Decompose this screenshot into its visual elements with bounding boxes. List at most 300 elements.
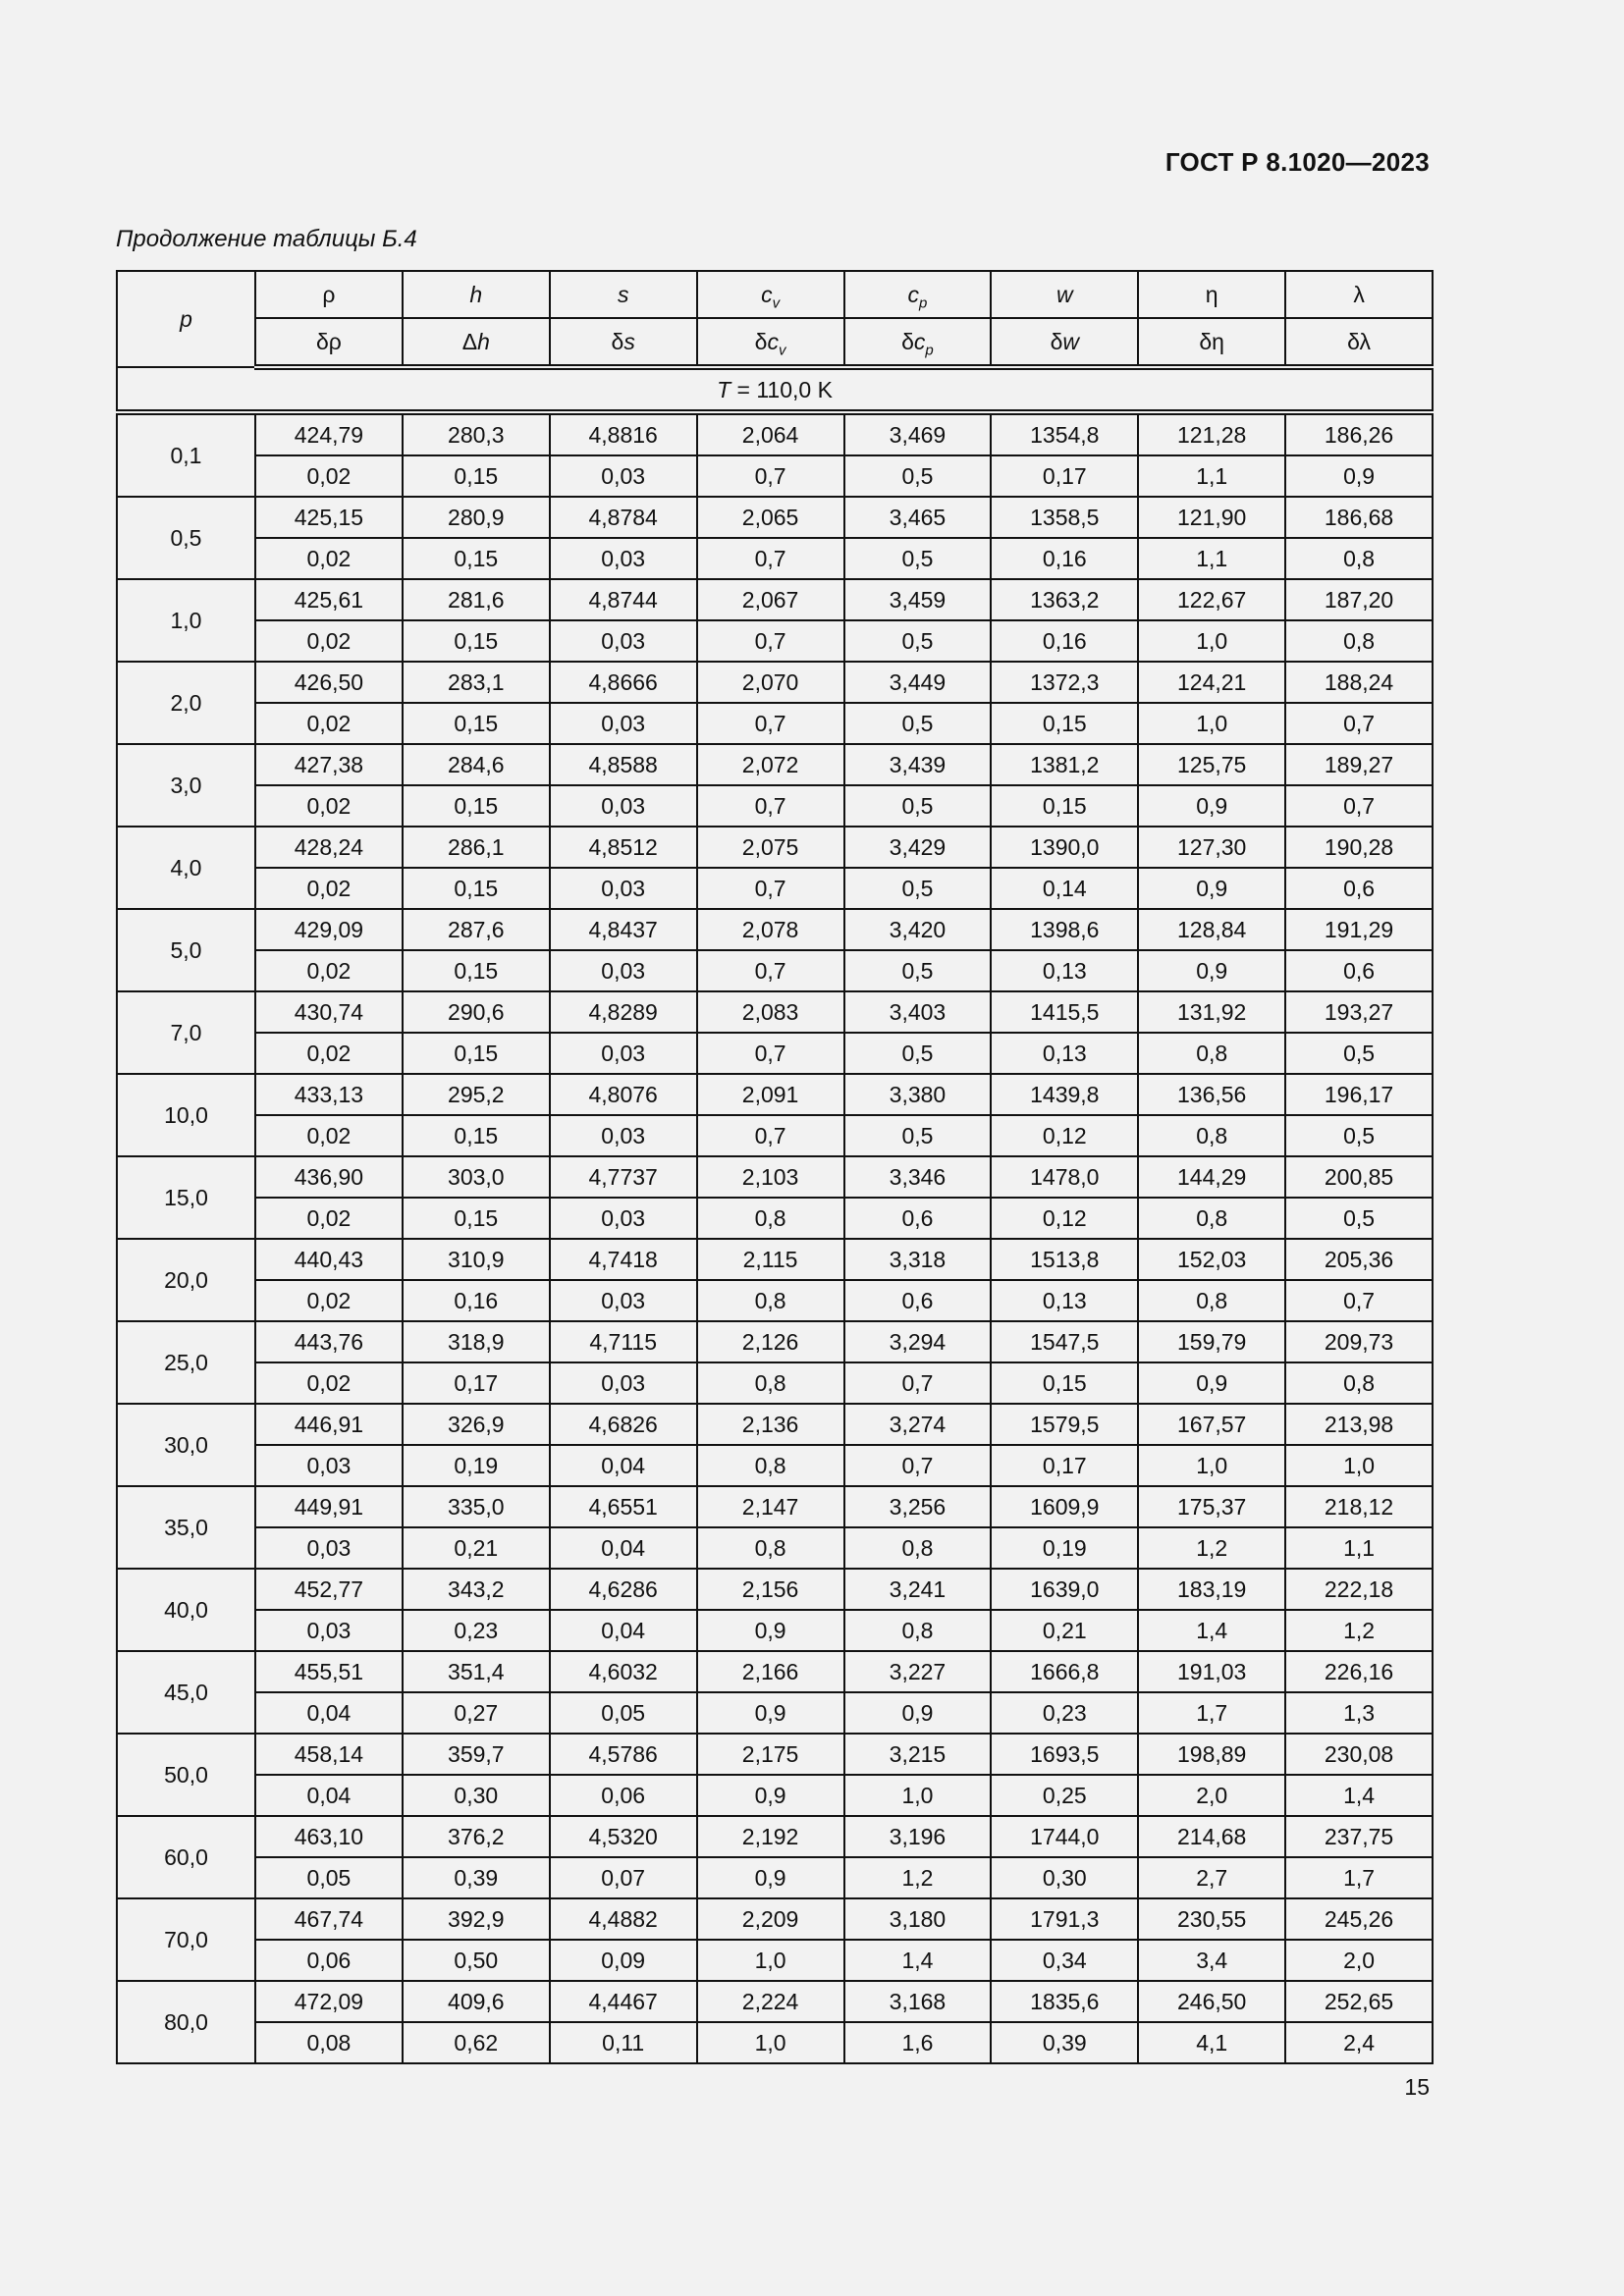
uncertainty-cell: 0,5 [844,785,992,827]
value-cell: 310,9 [403,1239,550,1280]
uncertainty-cell: 0,02 [255,1033,403,1074]
table-row-values [117,1321,1433,1362]
uncertainty-cell: 0,07 [550,1857,697,1898]
value-cell: 1547,5 [991,1321,1138,1362]
table-row-uncertainties [117,1115,1433,1156]
uncertainty-cell: 0,03 [550,1362,697,1404]
header-row-quantities [117,271,1433,318]
value-cell: 218,12 [1285,1486,1433,1527]
value-cell: 1398,6 [991,909,1138,950]
uncertainty-cell: 1,0 [697,2022,844,2063]
table-row-uncertainties [117,1033,1433,1074]
value-cell: 424,79 [255,412,403,455]
table-row-values [117,1734,1433,1775]
value-cell: 2,075 [697,827,844,868]
value-cell: 287,6 [403,909,550,950]
uncertainty-cell: 0,8 [1285,538,1433,579]
value-cell: 429,09 [255,909,403,950]
table-caption: Продолжение таблицы Б.4 [116,226,417,252]
uncertainty-cell: 0,7 [844,1362,992,1404]
value-cell: 1744,0 [991,1816,1138,1857]
uncertainty-cell: 1,3 [1285,1692,1433,1734]
table-row-values [117,1816,1433,1857]
uncertainty-cell: 0,15 [991,703,1138,744]
uncertainty-cell: 0,8 [697,1198,844,1239]
value-cell: 303,0 [403,1156,550,1198]
uncertainty-cell: 1,7 [1138,1692,1285,1734]
pressure-cell: 0,5 [117,497,255,579]
uncertainty-cell: 0,09 [550,1940,697,1981]
value-cell: 3,449 [844,662,992,703]
uncertainty-cell: 2,4 [1285,2022,1433,2063]
value-cell: 4,6826 [550,1404,697,1445]
value-cell: 428,24 [255,827,403,868]
value-cell: 2,103 [697,1156,844,1198]
value-cell: 4,7737 [550,1156,697,1198]
value-cell: 122,67 [1138,579,1285,620]
value-cell: 4,8076 [550,1074,697,1115]
uncertainty-cell: 0,15 [403,1198,550,1239]
table-row-values [117,497,1433,538]
value-cell: 175,37 [1138,1486,1285,1527]
uncertainty-cell: 0,19 [991,1527,1138,1569]
value-cell: 191,03 [1138,1651,1285,1692]
header-delta-viscosity: δη [1138,318,1285,367]
value-cell: 280,3 [403,412,550,455]
value-cell: 1363,2 [991,579,1138,620]
uncertainty-cell: 0,06 [255,1940,403,1981]
uncertainty-cell: 1,0 [1138,1445,1285,1486]
value-cell: 452,77 [255,1569,403,1610]
header-cp: $c_p$ [844,271,992,318]
uncertainty-cell: 0,02 [255,868,403,909]
temperature-label: T = 110,0 K [117,367,1433,412]
value-cell: 472,09 [255,1981,403,2022]
uncertainty-cell: 1,1 [1138,455,1285,497]
table-row-uncertainties [117,1198,1433,1239]
pressure-cell: 60,0 [117,1816,255,1898]
uncertainty-cell: 0,9 [697,1775,844,1816]
header-delta-enthalpy: Δh [403,318,550,367]
uncertainty-cell: 0,6 [1285,950,1433,991]
uncertainty-cell: 0,21 [991,1610,1138,1651]
table-row-uncertainties [117,1362,1433,1404]
value-cell: 4,6032 [550,1651,697,1692]
uncertainty-cell: 0,16 [403,1280,550,1321]
table-row-values [117,1074,1433,1115]
value-cell: 2,115 [697,1239,844,1280]
value-cell: 237,75 [1285,1816,1433,1857]
uncertainty-cell: 0,7 [844,1445,992,1486]
uncertainty-cell: 0,39 [991,2022,1138,2063]
uncertainty-cell: 0,8 [1138,1198,1285,1239]
uncertainty-cell: 0,08 [255,2022,403,2063]
value-cell: 2,065 [697,497,844,538]
uncertainty-cell: 0,7 [697,868,844,909]
uncertainty-cell: 0,04 [550,1527,697,1569]
uncertainty-cell: 0,03 [550,950,697,991]
uncertainty-cell: 0,13 [991,1033,1138,1074]
uncertainty-cell: 0,7 [697,703,844,744]
uncertainty-cell: 0,7 [1285,703,1433,744]
uncertainty-cell: 0,5 [844,703,992,744]
value-cell: 376,2 [403,1816,550,1857]
table-row-values [117,1239,1433,1280]
uncertainty-cell: 0,5 [844,620,992,662]
value-cell: 280,9 [403,497,550,538]
uncertainty-cell: 1,0 [1285,1445,1433,1486]
uncertainty-cell: 0,15 [403,620,550,662]
value-cell: 209,73 [1285,1321,1433,1362]
uncertainty-cell: 0,5 [844,950,992,991]
uncertainty-cell: 0,16 [991,620,1138,662]
table-row-uncertainties [117,1857,1433,1898]
table-row-values [117,1486,1433,1527]
value-cell: 121,90 [1138,497,1285,538]
document-code: ГОСТ Р 8.1020—2023 [1164,147,1430,177]
table-row-values [117,909,1433,950]
pressure-cell: 50,0 [117,1734,255,1816]
value-cell: 436,90 [255,1156,403,1198]
pressure-cell: 30,0 [117,1404,255,1486]
pressure-cell: 1,0 [117,579,255,662]
uncertainty-cell: 0,14 [991,868,1138,909]
value-cell: 230,08 [1285,1734,1433,1775]
value-cell: 1381,2 [991,744,1138,785]
value-cell: 189,27 [1285,744,1433,785]
value-cell: 449,91 [255,1486,403,1527]
value-cell: 128,84 [1138,909,1285,950]
uncertainty-cell: 0,8 [697,1527,844,1569]
uncertainty-cell: 0,39 [403,1857,550,1898]
value-cell: 463,10 [255,1816,403,1857]
uncertainty-cell: 0,17 [991,1445,1138,1486]
value-cell: 3,196 [844,1816,992,1857]
table-row-values [117,662,1433,703]
value-cell: 188,24 [1285,662,1433,703]
header-delta-cp: $\delta c_p$ [844,318,992,367]
uncertainty-cell: 0,25 [991,1775,1138,1816]
uncertainty-cell: 0,5 [844,1033,992,1074]
uncertainty-cell: 0,5 [1285,1033,1433,1074]
value-cell: 222,18 [1285,1569,1433,1610]
value-cell: 295,2 [403,1074,550,1115]
uncertainty-cell: 0,15 [403,538,550,579]
value-cell: 443,76 [255,1321,403,1362]
uncertainty-cell: 0,02 [255,785,403,827]
value-cell: 1579,5 [991,1404,1138,1445]
uncertainty-cell: 0,15 [403,868,550,909]
value-cell: 3,241 [844,1569,992,1610]
uncertainty-cell: 1,4 [844,1940,992,1981]
header-delta-sound-speed: δw [991,318,1138,367]
value-cell: 3,346 [844,1156,992,1198]
value-cell: 430,74 [255,991,403,1033]
value-cell: 1354,8 [991,412,1138,455]
uncertainty-cell: 0,02 [255,455,403,497]
table-row-values [117,991,1433,1033]
value-cell: 167,57 [1138,1404,1285,1445]
uncertainty-cell: 0,8 [844,1610,992,1651]
value-cell: 125,75 [1138,744,1285,785]
uncertainty-cell: 0,5 [844,868,992,909]
value-cell: 1478,0 [991,1156,1138,1198]
table-row-values [117,1651,1433,1692]
value-cell: 136,56 [1138,1074,1285,1115]
page-number: 15 [1404,2074,1430,2100]
pressure-cell: 15,0 [117,1156,255,1239]
table-row-values [117,1898,1433,1940]
table-row-values [117,1404,1433,1445]
value-cell: 351,4 [403,1651,550,1692]
uncertainty-cell: 0,9 [697,1857,844,1898]
uncertainty-cell: 0,5 [1285,1198,1433,1239]
value-cell: 1358,5 [991,497,1138,538]
uncertainty-cell: 0,03 [255,1445,403,1486]
uncertainty-cell: 0,8 [697,1280,844,1321]
uncertainty-cell: 0,9 [1138,868,1285,909]
pressure-cell: 5,0 [117,909,255,991]
value-cell: 190,28 [1285,827,1433,868]
value-cell: 2,064 [697,412,844,455]
value-cell: 246,50 [1138,1981,1285,2022]
pressure-cell: 3,0 [117,744,255,827]
value-cell: 2,067 [697,579,844,620]
header-density: ρ [255,271,403,318]
value-cell: 252,65 [1285,1981,1433,2022]
uncertainty-cell: 0,15 [403,950,550,991]
pressure-cell: 80,0 [117,1981,255,2063]
value-cell: 131,92 [1138,991,1285,1033]
table-row-uncertainties [117,1610,1433,1651]
value-cell: 467,74 [255,1898,403,1940]
table-row-values [117,1569,1433,1610]
table-row-uncertainties [117,703,1433,744]
table-row-values [117,579,1433,620]
uncertainty-cell: 4,1 [1138,2022,1285,2063]
table-row-uncertainties [117,1940,1433,1981]
uncertainty-cell: 3,4 [1138,1940,1285,1981]
uncertainty-cell: 0,12 [991,1198,1138,1239]
uncertainty-cell: 0,34 [991,1940,1138,1981]
value-cell: 1609,9 [991,1486,1138,1527]
value-cell: 198,89 [1138,1734,1285,1775]
uncertainty-cell: 1,1 [1285,1527,1433,1569]
uncertainty-cell: 1,0 [1138,703,1285,744]
value-cell: 205,36 [1285,1239,1433,1280]
uncertainty-cell: 1,6 [844,2022,992,2063]
value-cell: 1835,6 [991,1981,1138,2022]
value-cell: 193,27 [1285,991,1433,1033]
uncertainty-cell: 0,06 [550,1775,697,1816]
header-sound-speed: w [991,271,1138,318]
table-row-uncertainties [117,2022,1433,2063]
value-cell: 245,26 [1285,1898,1433,1940]
value-cell: 4,7115 [550,1321,697,1362]
uncertainty-cell: 2,0 [1285,1940,1433,1981]
value-cell: 127,30 [1138,827,1285,868]
value-cell: 214,68 [1138,1816,1285,1857]
header-delta-cv: $\delta c_v$ [697,318,844,367]
uncertainty-cell: 0,9 [697,1692,844,1734]
table-row-uncertainties [117,1445,1433,1486]
uncertainty-cell: 0,8 [697,1445,844,1486]
pressure-cell: 20,0 [117,1239,255,1321]
value-cell: 1791,3 [991,1898,1138,1940]
pressure-cell: 0,1 [117,412,255,497]
uncertainty-cell: 0,9 [1138,950,1285,991]
uncertainty-cell: 0,5 [844,538,992,579]
table-row-values [117,1981,1433,2022]
value-cell: 3,227 [844,1651,992,1692]
value-cell: 196,17 [1285,1074,1433,1115]
value-cell: 425,15 [255,497,403,538]
value-cell: 4,6551 [550,1486,697,1527]
pressure-cell: 25,0 [117,1321,255,1404]
uncertainty-cell: 0,03 [550,455,697,497]
uncertainty-cell: 0,15 [991,1362,1138,1404]
pressure-cell: 10,0 [117,1074,255,1156]
table-row-values [117,1156,1433,1198]
value-cell: 2,078 [697,909,844,950]
table-row-values [117,412,1433,455]
uncertainty-cell: 0,27 [403,1692,550,1734]
value-cell: 283,1 [403,662,550,703]
value-cell: 186,68 [1285,497,1433,538]
value-cell: 1372,3 [991,662,1138,703]
uncertainty-cell: 0,7 [697,538,844,579]
uncertainty-cell: 0,17 [991,455,1138,497]
uncertainty-cell: 0,15 [403,785,550,827]
value-cell: 3,274 [844,1404,992,1445]
uncertainty-cell: 0,7 [697,455,844,497]
value-cell: 3,180 [844,1898,992,1940]
header-cv: $c_v$ [697,271,844,318]
uncertainty-cell: 0,30 [991,1857,1138,1898]
value-cell: 2,175 [697,1734,844,1775]
uncertainty-cell: 0,8 [1285,620,1433,662]
uncertainty-cell: 0,5 [1285,1115,1433,1156]
header-delta-density: δρ [255,318,403,367]
value-cell: 4,5786 [550,1734,697,1775]
uncertainty-cell: 0,16 [991,538,1138,579]
uncertainty-cell: 0,23 [991,1692,1138,1734]
value-cell: 3,439 [844,744,992,785]
value-cell: 2,224 [697,1981,844,2022]
value-cell: 1439,8 [991,1074,1138,1115]
value-cell: 186,26 [1285,412,1433,455]
uncertainty-cell: 0,02 [255,1362,403,1404]
value-cell: 3,318 [844,1239,992,1280]
uncertainty-cell: 0,7 [1285,1280,1433,1321]
uncertainty-cell: 1,0 [1138,620,1285,662]
value-cell: 2,192 [697,1816,844,1857]
value-cell: 4,8289 [550,991,697,1033]
uncertainty-cell: 0,13 [991,1280,1138,1321]
value-cell: 335,0 [403,1486,550,1527]
uncertainty-cell: 0,6 [1285,868,1433,909]
uncertainty-cell: 0,05 [255,1857,403,1898]
value-cell: 427,38 [255,744,403,785]
value-cell: 3,215 [844,1734,992,1775]
uncertainty-cell: 0,8 [697,1362,844,1404]
value-cell: 409,6 [403,1981,550,2022]
value-cell: 187,20 [1285,579,1433,620]
uncertainty-cell: 0,62 [403,2022,550,2063]
table-row-uncertainties [117,950,1433,991]
uncertainty-cell: 0,9 [1138,1362,1285,1404]
value-cell: 290,6 [403,991,550,1033]
value-cell: 3,469 [844,412,992,455]
uncertainty-cell: 0,15 [403,1115,550,1156]
table-row-values [117,827,1433,868]
value-cell: 284,6 [403,744,550,785]
header-entropy: s [550,271,697,318]
temperature-row [117,367,1433,412]
header-row-uncertainties [117,318,1433,367]
uncertainty-cell: 0,9 [697,1610,844,1651]
value-cell: 3,465 [844,497,992,538]
uncertainty-cell: 0,5 [844,1115,992,1156]
uncertainty-cell: 0,05 [550,1692,697,1734]
value-cell: 2,209 [697,1898,844,1940]
table-row-uncertainties [117,1280,1433,1321]
uncertainty-cell: 0,7 [697,620,844,662]
value-cell: 1666,8 [991,1651,1138,1692]
uncertainty-cell: 0,03 [550,620,697,662]
value-cell: 4,8666 [550,662,697,703]
value-cell: 3,294 [844,1321,992,1362]
value-cell: 3,256 [844,1486,992,1527]
value-cell: 121,28 [1138,412,1285,455]
pressure-cell: 45,0 [117,1651,255,1734]
uncertainty-cell: 0,7 [697,1033,844,1074]
table-row-values [117,744,1433,785]
pressure-cell: 2,0 [117,662,255,744]
uncertainty-cell: 0,04 [550,1445,697,1486]
uncertainty-cell: 0,8 [1138,1280,1285,1321]
value-cell: 1513,8 [991,1239,1138,1280]
value-cell: 286,1 [403,827,550,868]
uncertainty-cell: 0,04 [550,1610,697,1651]
value-cell: 230,55 [1138,1898,1285,1940]
uncertainty-cell: 1,2 [844,1857,992,1898]
value-cell: 1390,0 [991,827,1138,868]
value-cell: 213,98 [1285,1404,1433,1445]
uncertainty-cell: 0,7 [697,785,844,827]
value-cell: 440,43 [255,1239,403,1280]
value-cell: 2,147 [697,1486,844,1527]
table-row-uncertainties [117,785,1433,827]
value-cell: 4,7418 [550,1239,697,1280]
uncertainty-cell: 1,0 [844,1775,992,1816]
header-conductivity: λ [1285,271,1433,318]
value-cell: 3,429 [844,827,992,868]
uncertainty-cell: 0,8 [1138,1033,1285,1074]
uncertainty-cell: 0,03 [550,1198,697,1239]
value-cell: 1639,0 [991,1569,1138,1610]
value-cell: 4,8512 [550,827,697,868]
table-row-uncertainties [117,455,1433,497]
table-row-uncertainties [117,1692,1433,1734]
pressure-cell: 7,0 [117,991,255,1074]
uncertainty-cell: 0,8 [1285,1362,1433,1404]
uncertainty-cell: 0,23 [403,1610,550,1651]
table-row-uncertainties [117,620,1433,662]
value-cell: 455,51 [255,1651,403,1692]
uncertainty-cell: 0,02 [255,538,403,579]
uncertainty-cell: 0,7 [697,950,844,991]
